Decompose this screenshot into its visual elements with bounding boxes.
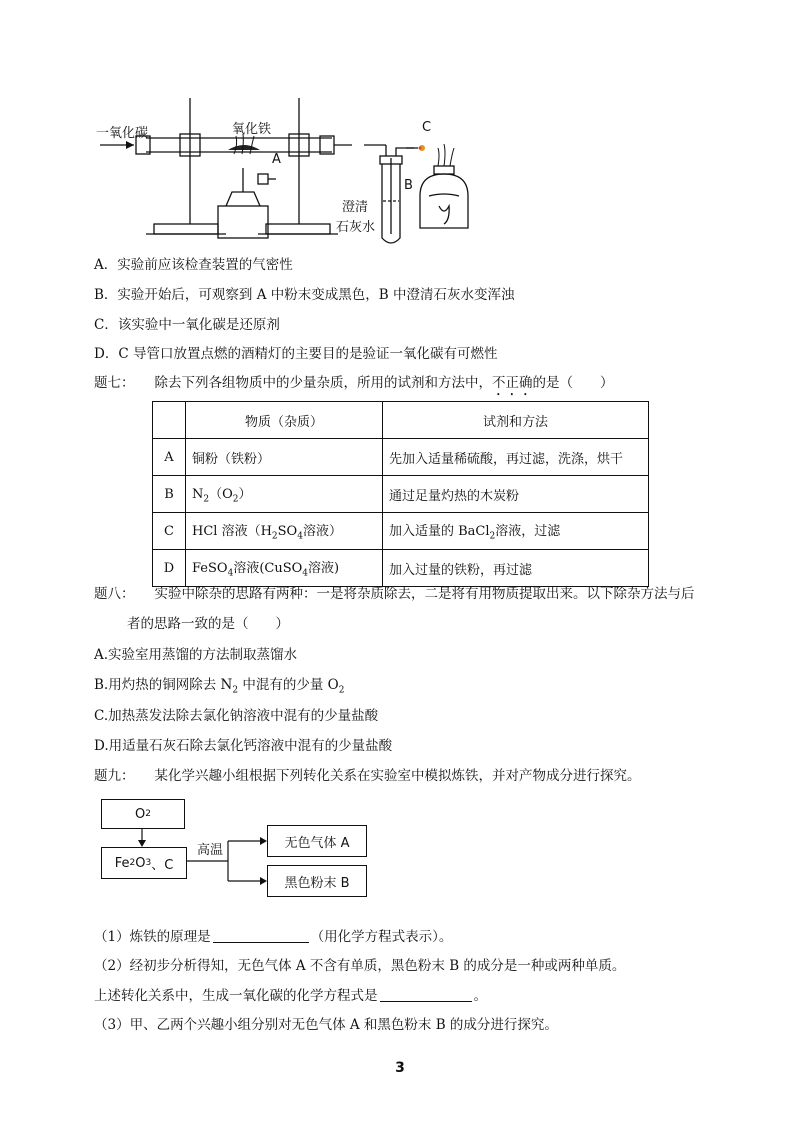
row-substance: 铜粉（铁粉）: [186, 439, 383, 476]
q7-question: [94, 373, 614, 399]
table-row: [153, 513, 649, 550]
q8-option-b: B.用灼热的铜网除去 $N_2$ 中混有的少量 $O_2$: [94, 677, 345, 696]
row-substance: $N_2(O_2)$: [186, 476, 383, 513]
q9-sub2-line2: [94, 986, 487, 1006]
page-number: 3: [395, 1060, 405, 1076]
label-b: B: [404, 178, 413, 193]
table-row: [153, 439, 649, 476]
flow-box-oxygen: O 2: [101, 799, 185, 829]
answer-blank-2[interactable]: [380, 987, 472, 1002]
q9-text: 某化学兴趣小组根据下列转化关系在实验室中模拟炼铁，并对产物成分进行探究。: [154, 768, 641, 784]
limewater-label-line1: 澄清: [342, 200, 369, 215]
iron-oxide-label: 氧化铁: [232, 122, 272, 137]
q9-question: [94, 766, 641, 786]
flow-box-black-powder: 黑色粉末 B: [267, 865, 367, 897]
q9-label: 题九：: [94, 768, 135, 784]
carbon-monoxide-label: 一氧化碳: [96, 126, 149, 141]
q8-line2: 者的思路一致的是（ ）: [127, 616, 289, 632]
flow-box-reactants: Fe 2 O 3 、C: [101, 847, 187, 879]
q7-text-after: 的是（ ）: [532, 375, 614, 391]
row-key: A: [153, 439, 186, 476]
q9-sub3: （3）甲、乙两个兴趣小组分别对无色气体 A 和黑色粉末 B 的成分进行探究。: [94, 1017, 558, 1033]
header-cell-method: 试剂和方法: [383, 402, 649, 439]
row-method: 通过足量灼热的木炭粉: [383, 476, 649, 513]
q8-option-c: C.加热蒸发法除去氯化钠溶液中混有的少量盐酸: [94, 708, 379, 724]
row-substance: HCl 溶液（$H_2SO_4$溶液）: [186, 513, 383, 550]
flow-condition-label: 高温: [197, 843, 224, 858]
q8-option-d: D.用适量石灰石除去氯化钙溶液中混有的少量盐酸: [94, 738, 393, 754]
q7-text-before: 除去下列各组物质中的少量杂质，所用的试剂和方法中，: [154, 375, 492, 391]
header-cell-substance: 物质（杂质）: [186, 402, 383, 439]
label-c: C: [422, 120, 432, 135]
row-substance: FeSO$_4$溶液(CuSO$_4$溶液): [186, 550, 383, 587]
q8-label: 题八：: [94, 586, 135, 602]
q6-option-a: A．实验前应该检查装置的气密性: [94, 257, 293, 273]
row-key: D: [153, 550, 186, 587]
row-key: B: [153, 476, 186, 513]
apparatus-drawing: [94, 96, 478, 244]
q7-label: 题七：: [94, 375, 135, 391]
q7-table: [152, 401, 649, 587]
q6-option-d: D．C 导管口放置点燃的酒精灯的主要目的是验证一氧化碳有可燃性: [94, 346, 498, 362]
q6-option-b: B．实验开始后，可观察到 A 中粉末变成黑色，B 中澄清石灰水变浑浊: [94, 287, 515, 303]
co-reduction-apparatus-diagram: [94, 96, 478, 244]
label-a: A: [272, 152, 281, 167]
q8-question-line1: [94, 584, 695, 604]
q9-sub2-before: 上述转化关系中，生成一氧化碳的化学方程式是: [94, 988, 378, 1004]
table-row: [153, 476, 649, 513]
row-method: 先加入适量稀硫酸，再过滤，洗涤，烘干: [383, 439, 649, 476]
q8-line1: 实验中除杂的思路有两种：一是将杂质除去，二是将有用物质提取出来。以下除杂方法与后: [154, 586, 695, 602]
q9-sub1-before: （1）炼铁的原理是: [94, 929, 211, 945]
q9-sub1-after: （用化学方程式表示）。: [310, 929, 453, 945]
q7-emphasis: 不正确: [492, 375, 533, 391]
answer-blank-1[interactable]: [213, 928, 309, 943]
q9-sub2-line1: （2）经初步分析得知，无色气体 A 不含有单质，黑色粉末 B 的成分是一种或两种单质。: [94, 958, 626, 974]
table-row: [153, 550, 649, 587]
smelting-flow-diagram: [100, 797, 370, 901]
row-method: 加入过量的铁粉，再过滤: [383, 550, 649, 587]
row-key: C: [153, 513, 186, 550]
limewater-label-line2: 石灰水: [336, 220, 376, 235]
flow-box-colorless-gas: 无色气体 A: [267, 825, 367, 857]
header-cell-key: [153, 402, 186, 439]
q9-sub1: [94, 927, 452, 947]
table-header-row: [153, 402, 649, 439]
row-method: 加入适量的 BaCl$_2$溶液，过滤: [383, 513, 649, 550]
q9-sub2-after: 。: [473, 988, 487, 1004]
q8-option-a: A.实验室用蒸馏的方法制取蒸馏水: [94, 647, 298, 663]
q6-option-c: C．该实验中一氧化碳是还原剂: [94, 317, 280, 333]
